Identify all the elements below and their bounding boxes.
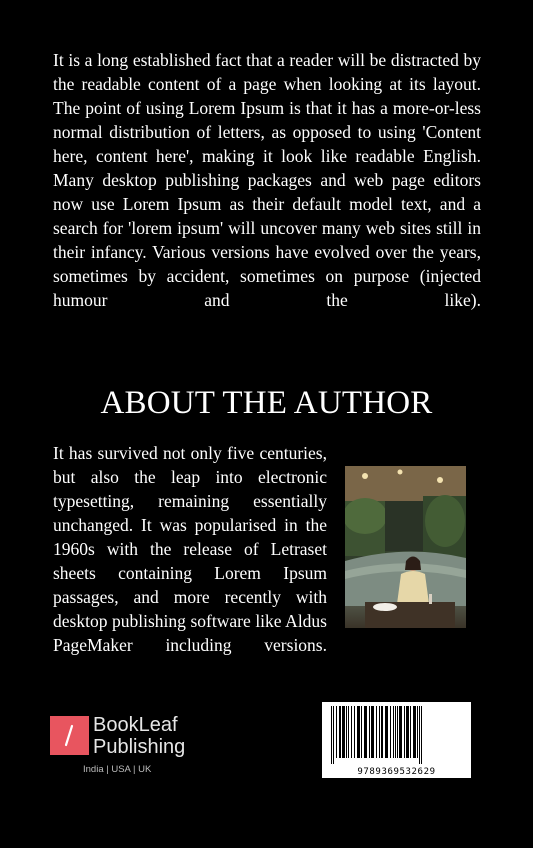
publisher-name-line1: BookLeaf	[93, 714, 178, 736]
author-bio: It has survived not only five centuries, but also the leap into electronic typesetting, remaining essentially unchanged. It was popularised in the 1960s with the release of Letraset sheets containing Lorem Ipsum passages, and more recently with desktop publishing software like Aldus PageMaker including versions.	[53, 443, 327, 655]
about-the-author-heading: ABOUT THE AUTHOR	[100, 385, 433, 421]
barcode-bars	[329, 706, 464, 764]
author-photo	[345, 466, 466, 628]
isbn-number: 9789369532629	[357, 767, 436, 777]
back-cover-blurb: It is a long established fact that a reader will be distracted by the readable content of a page when looking at its layout. The point of using Lorem Ipsum is that it has a more-or-less normal distribution of letters, as opposed to using 'Content here, content here', making it look like readable English. Many desktop publishing packages and web page editors now use Lorem Ipsum as their default model text, and a search for 'lorem ipsum' will uncover many web sites still in their infancy. Various versions have evolved over the years, sometimes by accident, sometimes on purpose (injected humour and the like).	[53, 50, 481, 310]
publisher-name-line2: Publishing	[93, 736, 186, 758]
publisher-name	[93, 714, 185, 758]
isbn-barcode	[322, 702, 471, 778]
publisher-regions: India | USA | UK	[83, 764, 152, 775]
slash-logo-icon	[50, 716, 89, 755]
publisher-logo	[50, 716, 210, 778]
